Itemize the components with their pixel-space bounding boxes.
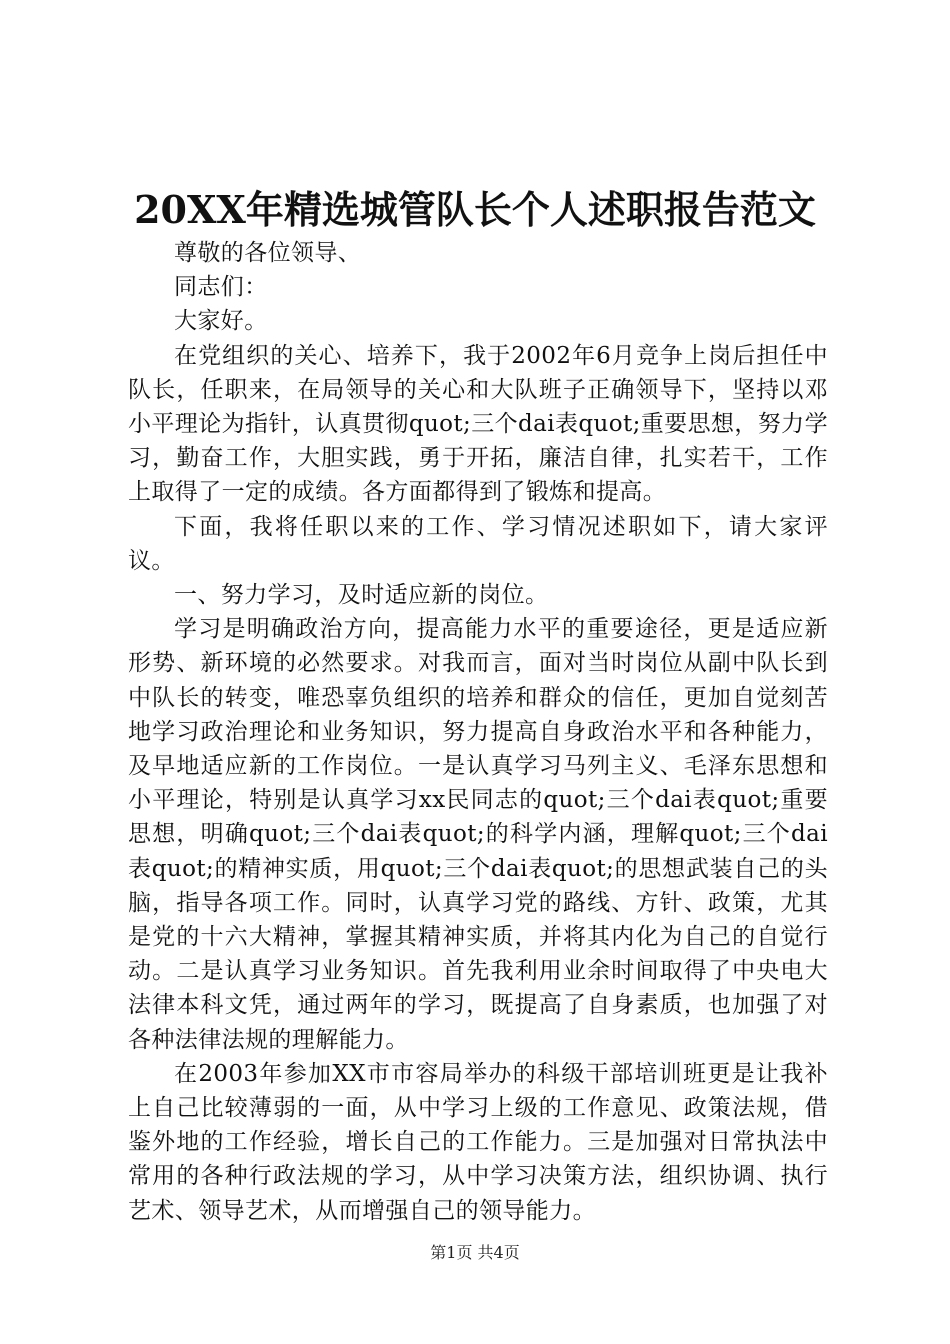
paragraph-intro: 在党组织的关心、培养下，我于2002年6月竞争上岗后担任中队长，任职来，在局领导的关心和大队班子正确领导下，坚持以邓小平理论为指针，认真贯彻quot;三个dai表quot;重要思想，努力学习，勤奋工作，大胆实践，勇于开拓，廉洁自律，扎实若干，工作上取得了一定的成绩。各方面都得到了锻炼和提高。 [128, 342, 828, 506]
greeting-line: 大家好。 [174, 308, 268, 335]
paragraph-study: 学习是明确政治方向，提高能力水平的重要途径，更是适应新形势、新环境的必然要求。对我而言，面对当时岗位从副中队长到中队长的转变，唯恐辜负组织的培养和群众的信任，更加自觉刻苦地学习政治理论和业务知识，努力提高自身政治水平和各种能力，及早地适应新的工作岗位。一是认真学习马列主义、毛泽东思想和小平理论，特别是认真学习xx民同志的quot;三个dai表quot;重要思想，明确quot;三个dai表quot;的科学内涵，理解quot;三个dai表quot;的精神实质，用quot;三个dai表quot;的思想武装自己的头脑，指导各项工作。同时，认真学习党的路线、方针、政策，尤其是党的十六大精神，掌握其精神实质，并将其内化为自己的自觉行动。二是认真学习业务知识。首先我利用业余时间取得了中央电大法律本科文凭，通过两年的学习，既提高了自身素质，也加强了对各种法律法规的理解能力。 [128, 616, 828, 1053]
page-footer: 第1页 共4页 [430, 1243, 520, 1262]
paragraph-training: 在2003年参加XX市市容局举办的科级干部培训班更是让我补上自己比较薄弱的一面，从中学习上级的工作意见、政策法规，借鉴外地的工作经验，增长自己的工作能力。三是加强对日常执法中常用的各种行政法规的学习，从中学习决策方法，组织协调、执行艺术、领导艺术，从而增强自己的领导能力。 [128, 1060, 828, 1224]
paragraph-transition: 下面，我将任职以来的工作、学习情况述职如下，请大家评议。 [128, 513, 828, 574]
document-title: 20XX年精选城管队长个人述职报告范文 [134, 187, 816, 232]
document-body [128, 236, 828, 1228]
salutation-line-2: 同志们： [174, 274, 268, 301]
section-heading-1: 一、努力学习，及时适应新的岗位。 [174, 582, 549, 609]
salutation-line-1: 尊敬的各位领导、 [174, 240, 362, 266]
